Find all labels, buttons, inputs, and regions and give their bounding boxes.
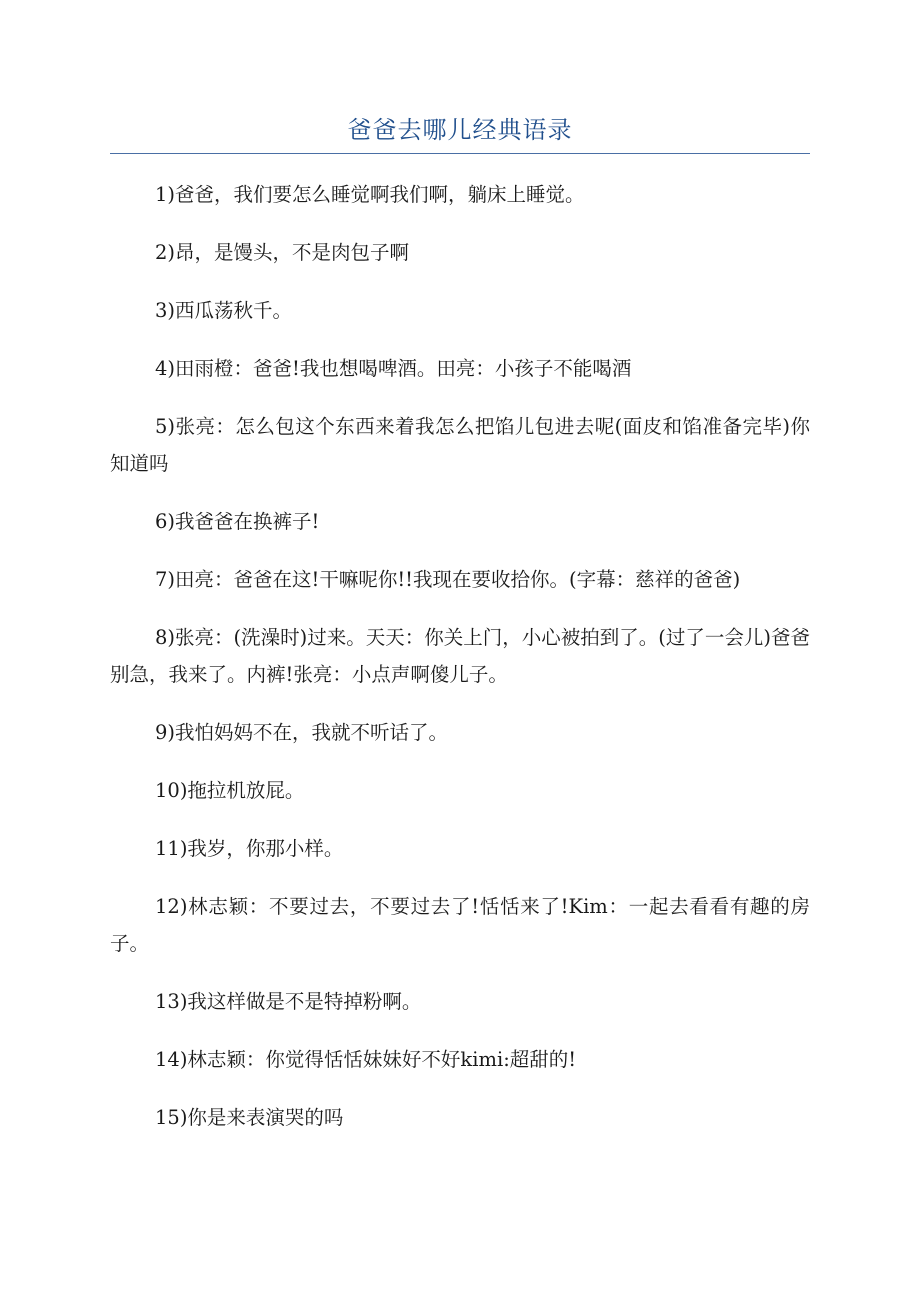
quote-paragraph-6: 6)我爸爸在换裤子! xyxy=(155,510,320,533)
quote-paragraph-10: 10)拖拉机放屁。 xyxy=(155,779,305,802)
title-divider xyxy=(110,153,810,154)
quote-paragraph-7: 7)田亮：爸爸在这!干嘛呢你!!我现在要收拾你。(字幕：慈祥的爸爸) xyxy=(155,568,741,591)
quote-paragraph-11: 11)我岁，你那小样。 xyxy=(155,837,344,860)
quote-paragraph-12: 12)林志颖：不要过去，不要过去了!恬恬来了!Kim：一起去看看有趣的房子。 xyxy=(110,895,810,955)
quote-paragraph-3: 3)西瓜荡秋千。 xyxy=(155,299,293,322)
quote-paragraph-15: 15)你是来表演哭的吗 xyxy=(155,1106,344,1129)
quote-paragraph-2: 2)昂，是馒头，不是肉包子啊 xyxy=(155,241,410,264)
document-body xyxy=(110,176,810,1157)
quote-paragraph-13: 13)我这样做是不是特掉粉啊。 xyxy=(155,990,422,1013)
document-title: 爸爸去哪儿经典语录 xyxy=(347,116,573,144)
quote-paragraph-5: 5)张亮：怎么包这个东西来着我怎么把馅儿包进去呢(面皮和馅准备完毕)你知道吗 xyxy=(110,415,810,475)
quote-paragraph-9: 9)我怕妈妈不在，我就不听话了。 xyxy=(155,721,449,744)
quote-paragraph-8: 8)张亮：(洗澡时)过来。天天：你关上门，小心被拍到了。(过了一会儿)爸爸别急，我来了。内裤!张亮：小点声啊傻儿子。 xyxy=(110,626,810,686)
quote-paragraph-1: 1)爸爸，我们要怎么睡觉啊我们啊，躺床上睡觉。 xyxy=(155,183,585,206)
quote-paragraph-14: 14)林志颖：你觉得恬恬妹妹好不好kimi:超甜的! xyxy=(155,1048,577,1071)
quote-paragraph-4: 4)田雨橙：爸爸!我也想喝啤酒。田亮：小孩子不能喝酒 xyxy=(155,357,632,380)
